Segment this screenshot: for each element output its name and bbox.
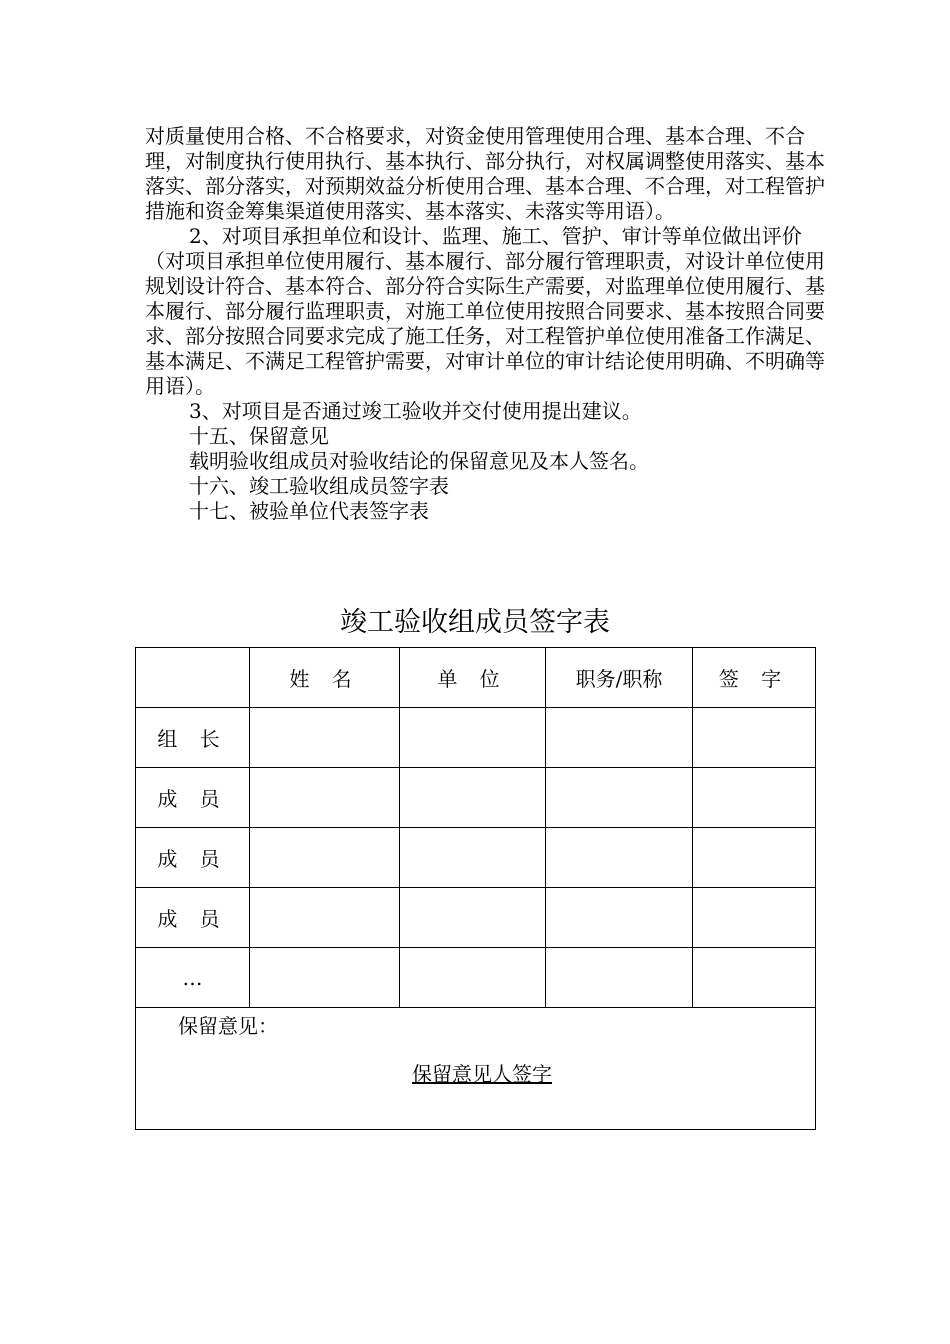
signature-cell[interactable] [693, 708, 816, 768]
table-title: 竣工验收组成员签字表 [340, 607, 610, 638]
row-label: 组 长 [136, 708, 250, 768]
unit-cell[interactable] [400, 768, 546, 828]
opinion-cell[interactable] [136, 1008, 816, 1130]
unit-cell[interactable] [400, 948, 546, 1008]
position-cell[interactable] [546, 948, 693, 1008]
section-heading-15: 十五、保留意见 [189, 424, 329, 448]
header-cell-unit: 单 位 [400, 648, 546, 708]
opinion-row [136, 1008, 816, 1130]
table-row [136, 828, 816, 888]
opinion-label: 保留意见： [178, 1014, 278, 1038]
header-cell-empty [136, 648, 250, 708]
position-cell[interactable] [546, 888, 693, 948]
signature-cell[interactable] [693, 948, 816, 1008]
row-label: 成 员 [136, 888, 250, 948]
table-row [136, 888, 816, 948]
unit-cell[interactable] [400, 828, 546, 888]
table-row [136, 708, 816, 768]
header-cell-name: 姓 名 [250, 648, 400, 708]
opinion-signature-label: 保留意见人签字 [412, 1062, 552, 1086]
table-row [136, 948, 816, 1008]
section-heading-16: 十六、竣工验收组成员签字表 [189, 474, 449, 498]
table-row [136, 768, 816, 828]
paragraph-reservation: 载明验收组成员对验收结论的保留意见及本人签名。 [189, 449, 649, 473]
position-cell[interactable] [546, 768, 693, 828]
header-row [136, 648, 816, 708]
signature-cell[interactable] [693, 888, 816, 948]
signature-table [135, 647, 816, 1130]
position-cell[interactable] [546, 828, 693, 888]
header-cell-signature: 签 字 [693, 648, 816, 708]
row-label: 成 员 [136, 828, 250, 888]
name-cell[interactable] [250, 948, 400, 1008]
paragraph-continuation: 对质量使用合格、不合格要求，对资金使用管理使用合理、基本合理、不合理，对制度执行使用执行、基本执行、部分执行，对权属调整使用落实、基本落实、部分落实，对预期效益分析使用合理、基本合理、不合理，对工程管护措施和资金筹集渠道使用落实、基本落实、未落实等用语）。 [145, 124, 825, 223]
signature-cell[interactable] [693, 828, 816, 888]
unit-cell[interactable] [400, 708, 546, 768]
body-text [145, 124, 825, 524]
name-cell[interactable] [250, 888, 400, 948]
position-cell[interactable] [546, 708, 693, 768]
paragraph-item-2: 2、对项目承担单位和设计、监理、施工、管护、审计等单位做出评价（对项目承担单位使用履行、基本履行、部分履行管理职责，对设计单位使用规划设计符合、基本符合、部分符合实际生产需要，对监理单位使用履行、基本履行、部分履行监理职责，对施工单位使用按照合同要求、基本按照合同要求、部分按照合同要求完成了施工任务，对工程管护单位使用准备工作满足、基本满足、不满足工程管护需要，对审计单位的审计结论使用明确、不明确等用语）。 [145, 224, 825, 398]
row-label-ellipsis: … [136, 948, 250, 1008]
name-cell[interactable] [250, 708, 400, 768]
paragraph-item-3: 3、对项目是否通过竣工验收并交付使用提出建议。 [189, 399, 642, 423]
unit-cell[interactable] [400, 888, 546, 948]
name-cell[interactable] [250, 828, 400, 888]
signature-cell[interactable] [693, 768, 816, 828]
name-cell[interactable] [250, 768, 400, 828]
header-cell-position: 职务/职称 [546, 648, 693, 708]
section-heading-17: 十七、被验单位代表签字表 [189, 499, 429, 523]
row-label: 成 员 [136, 768, 250, 828]
